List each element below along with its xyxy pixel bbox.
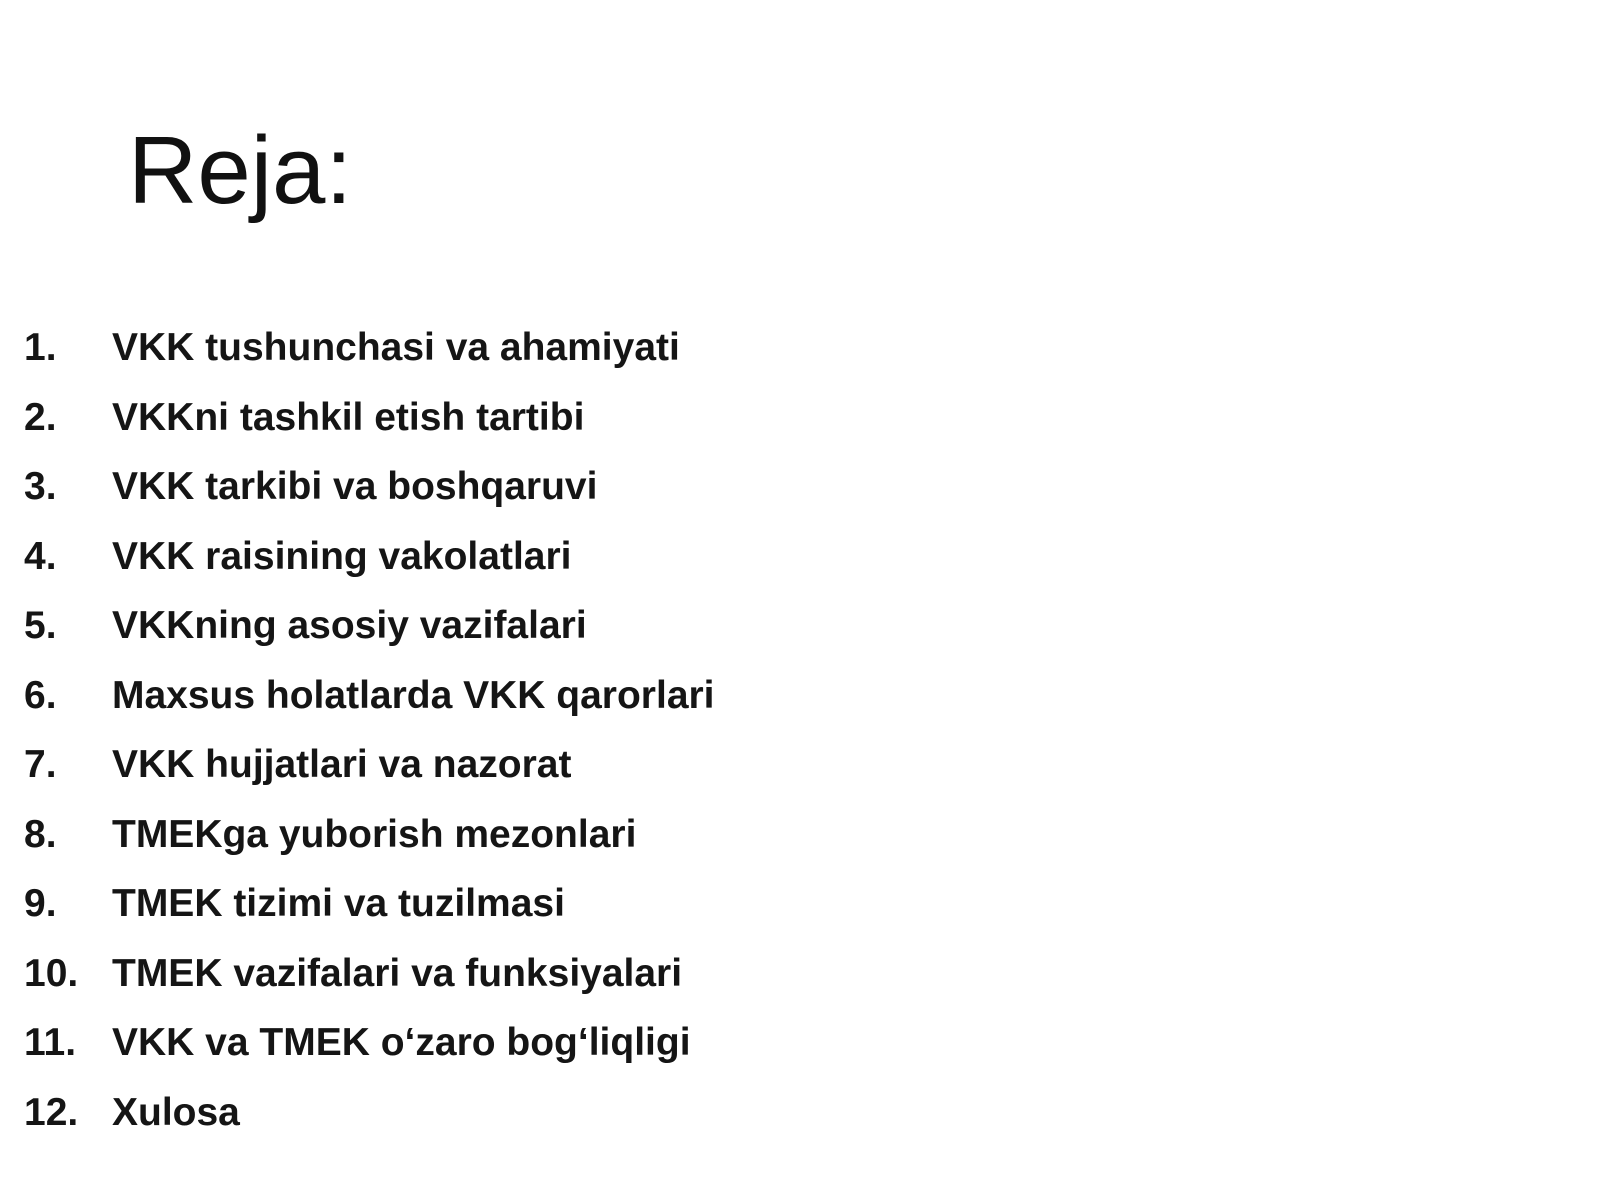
list-item bbox=[24, 882, 715, 952]
list-item bbox=[24, 604, 715, 674]
list-item-number: 7. bbox=[24, 743, 57, 786]
list-item-text: VKK tushunchasi va ahamiyati bbox=[112, 326, 680, 369]
list-item-text: VKK va TMEK o‘zaro bog‘liqligi bbox=[112, 1021, 691, 1064]
list-item bbox=[24, 326, 715, 396]
slide-title: Reja: bbox=[128, 117, 353, 224]
list-item-text: VKK raisining vakolatlari bbox=[112, 534, 572, 578]
list-item-text: Maxsus holatlarda VKK qarorlari bbox=[112, 673, 715, 717]
list-item-number: 12. bbox=[24, 1090, 79, 1134]
list-item bbox=[24, 396, 715, 466]
list-item bbox=[24, 674, 715, 744]
list-item bbox=[24, 813, 715, 883]
list-item-text: VKK hujjatlari va nazorat bbox=[112, 743, 572, 786]
list-item bbox=[24, 1021, 715, 1091]
list-item-number: 3. bbox=[24, 465, 57, 508]
list-item bbox=[24, 952, 715, 1022]
list-item bbox=[24, 535, 715, 605]
list-item-number: 6. bbox=[24, 673, 57, 717]
list-item-text: Xulosa bbox=[112, 1090, 240, 1134]
list-item-number: 9. bbox=[24, 882, 57, 925]
list-item-text: TMEK tizimi va tuzilmasi bbox=[112, 882, 565, 925]
list-item-text: TMEK vazifalari va funksiyalari bbox=[112, 951, 683, 995]
plan-list bbox=[24, 326, 715, 1160]
list-item-number: 2. bbox=[24, 395, 57, 439]
list-item bbox=[24, 1091, 715, 1161]
list-item-text: VKKning asosiy vazifalari bbox=[112, 604, 587, 647]
list-item-number: 5. bbox=[24, 604, 57, 647]
list-item-number: 8. bbox=[24, 812, 57, 856]
list-item-text: VKKni tashkil etish tartibi bbox=[112, 395, 585, 439]
list-item-number: 10. bbox=[24, 951, 79, 995]
list-item-number: 4. bbox=[24, 534, 57, 578]
list-item bbox=[24, 743, 715, 813]
list-item bbox=[24, 465, 715, 535]
list-item-number: 1. bbox=[24, 326, 57, 369]
list-item-text: TMEKga yuborish mezonlari bbox=[112, 812, 637, 856]
list-item-number: 11. bbox=[24, 1021, 77, 1064]
list-item-text: VKK tarkibi va boshqaruvi bbox=[112, 465, 598, 508]
